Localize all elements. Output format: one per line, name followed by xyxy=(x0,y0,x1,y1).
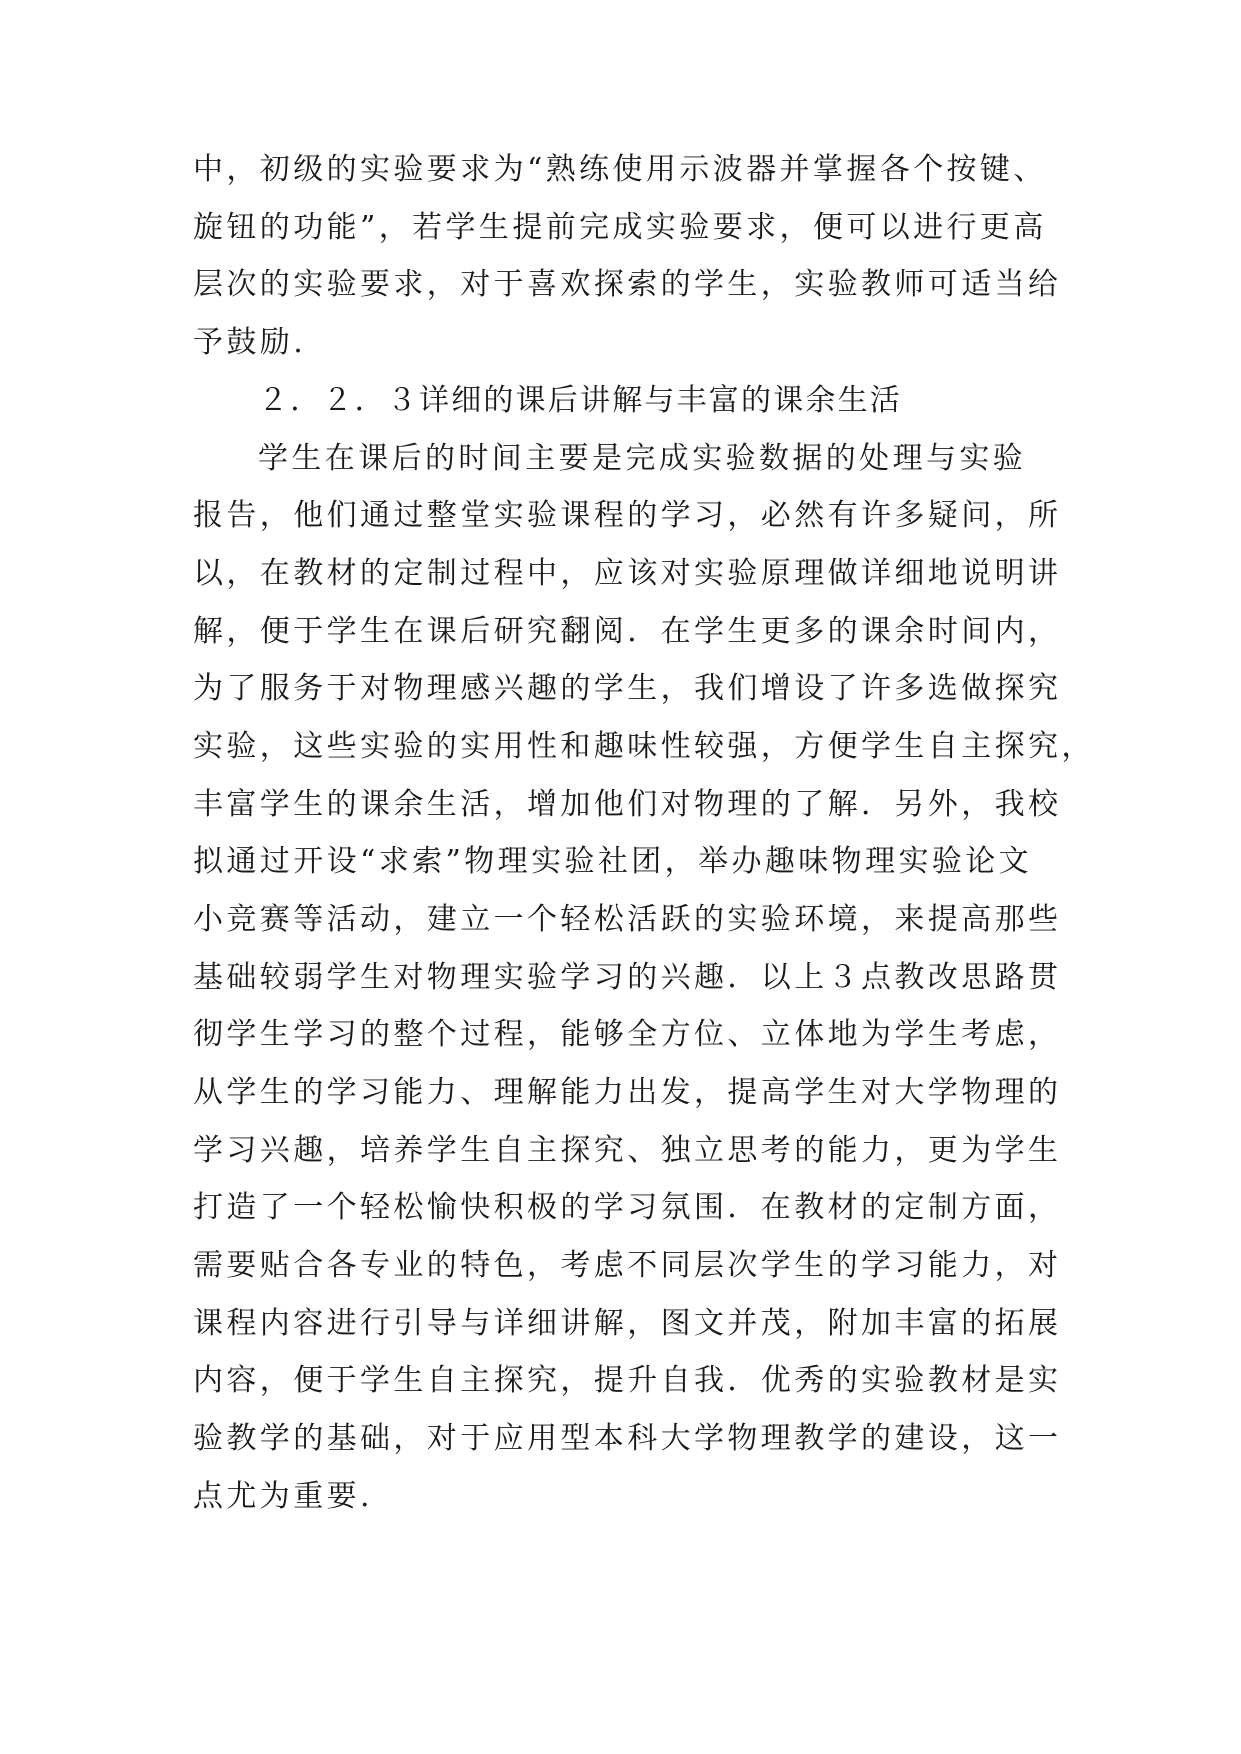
text-line-22: 内容，便于学生自主探究，提升自我．优秀的实验教材是实 xyxy=(193,1363,1062,1398)
text-line-2: 旋钮的功能”，若学生提前完成实验要求，便可以进行更高 xyxy=(193,210,1047,245)
text-line-7: 报告，他们通过整堂实验课程的学习，必然有许多疑问，所 xyxy=(193,498,1062,533)
text-line-19: 打造了一个轻松愉快积极的学习氛围．在教材的定制方面， xyxy=(193,1190,1062,1225)
text-line-1: 中，初级的实验要求为“熟练使用示波器并掌握各个按键、 xyxy=(193,152,1047,187)
text-line-17: 从学生的学习能力、理解能力出发，提高学生对大学物理的 xyxy=(193,1075,1062,1110)
text-line-3: 层次的实验要求，对于喜欢探索的学生，实验教师可适当给 xyxy=(193,267,1062,302)
text-line-20: 需要贴合各专业的特色，考虑不同层次学生的学习能力，对 xyxy=(193,1248,1062,1283)
text-line-14: 小竞赛等活动，建立一个轻松活跃的实验环境，来提高那些 xyxy=(193,902,1062,937)
text-line-8: 以，在教材的定制过程中，应该对实验原理做详细地说明讲 xyxy=(193,556,1062,591)
text-line-9: 解，便于学生在课后研究翻阅．在学生更多的课余时间内， xyxy=(193,614,1062,649)
section-heading: ２．２．３详细的课后讲解与丰富的课余生活 xyxy=(258,383,902,418)
text-line-18: 学习兴趣，培养学生自主探究、独立思考的能力，更为学生 xyxy=(193,1133,1062,1168)
text-line-11: 实验，这些实验的实用性和趣味性较强，方便学生自主探究， xyxy=(193,729,1095,764)
text-line-15: 基础较弱学生对物理实验学习的兴趣．以上３点教改思路贯 xyxy=(193,960,1062,995)
text-line-4: 予鼓励. xyxy=(193,325,307,360)
text-line-23: 验教学的基础，对于应用型本科大学物理教学的建设，这一 xyxy=(193,1421,1062,1456)
text-line-12: 丰富学生的课余生活，增加他们对物理的了解．另外，我校 xyxy=(193,787,1062,822)
paragraph-first-line: 学生在课后的时间主要是完成实验数据的处理与实验 xyxy=(258,441,1027,476)
text-line-10: 为了服务于对物理感兴趣的学生，我们增设了许多选做探究 xyxy=(193,671,1062,706)
text-line-16: 彻学生学习的整个过程，能够全方位、立体地为学生考虑， xyxy=(193,1017,1062,1052)
text-line-21: 课程内容进行引导与详细讲解，图文并茂，附加丰富的拓展 xyxy=(193,1306,1062,1341)
text-line-24: 点尤为重要. xyxy=(193,1479,373,1514)
text-line-13: 拟通过开设“求索”物理实验社团，举办趣味物理实验论文 xyxy=(193,844,1033,879)
